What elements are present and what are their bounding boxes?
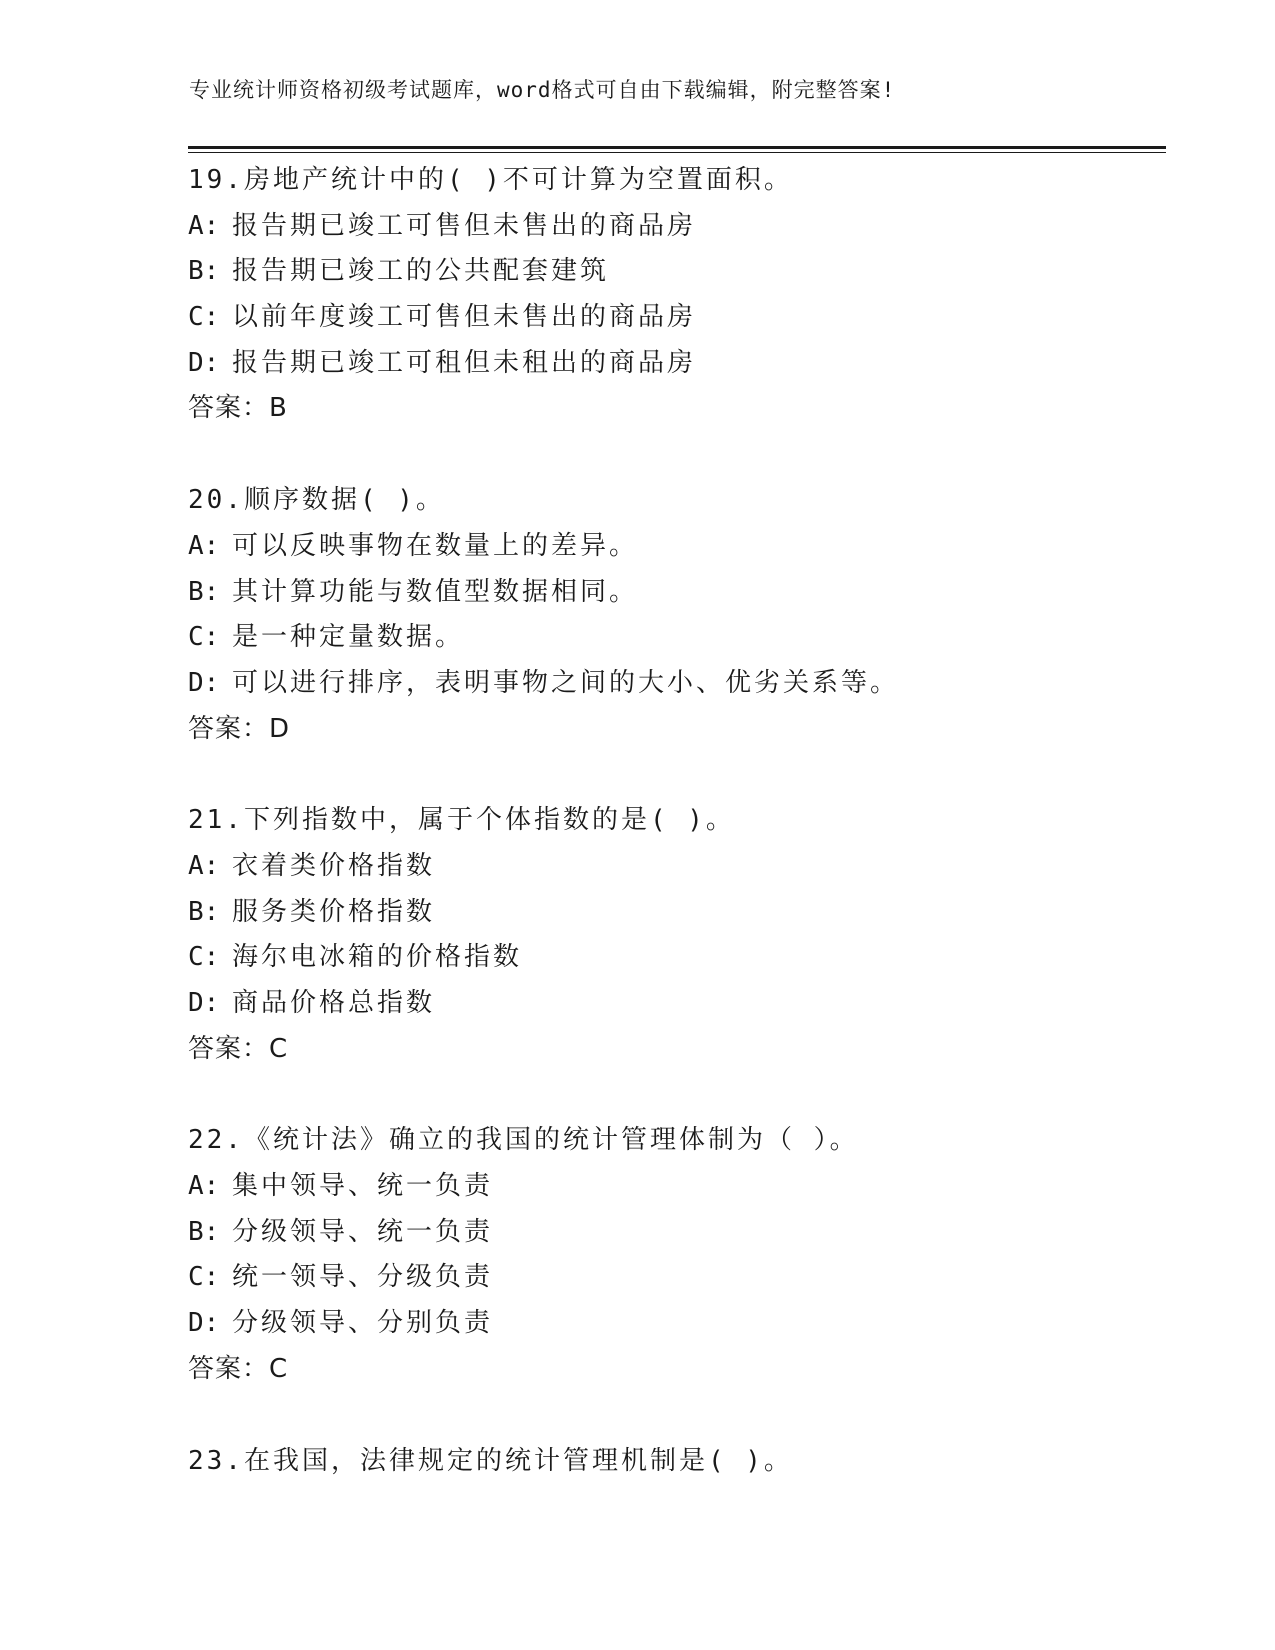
option-key: C: [188, 302, 220, 333]
option-key: D: [188, 347, 220, 378]
answer-option [188, 890, 1168, 936]
answer-key: 答案：C [188, 1033, 289, 1064]
answer-key: 答案：C [188, 1353, 289, 1384]
answer-option [188, 204, 1168, 250]
answer-option [188, 570, 1168, 616]
option-text: 服务类价格指数 [232, 896, 436, 927]
answer-option [188, 981, 1168, 1027]
option-text: 分级领导、分别负责 [232, 1308, 494, 1339]
answer-option [188, 524, 1168, 570]
option-text: 是一种定量数据。 [232, 622, 465, 653]
option-key: C: [188, 1262, 220, 1293]
answer-key: 答案：D [188, 713, 291, 744]
header-rule-thick [188, 146, 1166, 149]
question-stem: 20.顺序数据( )。 [188, 485, 445, 516]
option-key: A: [188, 1171, 220, 1202]
question-stem: 23.在我国，法律规定的统计管理机制是( )。 [188, 1445, 793, 1476]
option-text: 海尔电冰箱的价格指数 [232, 942, 523, 973]
page-header: 专业统计师资格初级考试题库，word格式可自由下载编辑，附完整答案! [189, 78, 896, 102]
option-key: B: [188, 896, 220, 927]
option-text: 报告期已竣工可租但未租出的商品房 [232, 347, 697, 378]
answer-option [188, 844, 1168, 890]
option-key: B: [188, 256, 220, 287]
question-list [188, 158, 1168, 1530]
option-text: 其计算功能与数值型数据相同。 [232, 576, 639, 607]
header-rule-thin [188, 152, 1166, 153]
option-key: C: [188, 622, 220, 653]
option-text: 商品价格总指数 [232, 988, 436, 1018]
question-block [188, 798, 1168, 1072]
answer-option [188, 249, 1168, 295]
option-key: A: [188, 210, 220, 241]
option-key: D: [188, 988, 220, 1018]
option-text: 可以反映事物在数量上的差异。 [232, 530, 639, 561]
option-key: B: [188, 576, 220, 607]
option-text: 衣着类价格指数 [232, 850, 436, 881]
question-block [188, 1439, 1168, 1485]
answer-option [188, 341, 1168, 387]
question-stem: 22.《统计法》确立的我国的统计管理体制为（ ）。 [188, 1125, 859, 1156]
option-text: 集中领导、统一负责 [232, 1171, 494, 1202]
option-text: 以前年度竣工可售但未售出的商品房 [232, 302, 697, 333]
option-key: A: [188, 850, 220, 881]
option-text: 分级领导、统一负责 [232, 1216, 494, 1247]
question-block [188, 158, 1168, 432]
question-block [188, 1118, 1168, 1392]
answer-option [188, 615, 1168, 661]
answer-key: 答案：B [188, 393, 288, 424]
option-text: 统一领导、分级负责 [232, 1262, 494, 1293]
answer-option [188, 935, 1168, 981]
option-key: D: [188, 1308, 220, 1339]
question-stem: 21.下列指数中，属于个体指数的是( )。 [188, 805, 735, 836]
option-text: 报告期已竣工可售但未售出的商品房 [232, 210, 697, 241]
option-text: 可以进行排序，表明事物之间的大小、优劣关系等。 [232, 667, 900, 698]
answer-option [188, 1210, 1168, 1256]
question-block [188, 478, 1168, 752]
answer-option [188, 1164, 1168, 1210]
answer-option [188, 1255, 1168, 1301]
question-stem: 19.房地产统计中的( )不可计算为空置面积。 [188, 165, 793, 195]
option-key: B: [188, 1216, 220, 1247]
option-key: A: [188, 530, 220, 561]
answer-option [188, 661, 1168, 707]
answer-option [188, 1301, 1168, 1347]
answer-option [188, 295, 1168, 341]
option-key: C: [188, 942, 220, 973]
option-key: D: [188, 667, 220, 698]
option-text: 报告期已竣工的公共配套建筑 [232, 256, 610, 287]
